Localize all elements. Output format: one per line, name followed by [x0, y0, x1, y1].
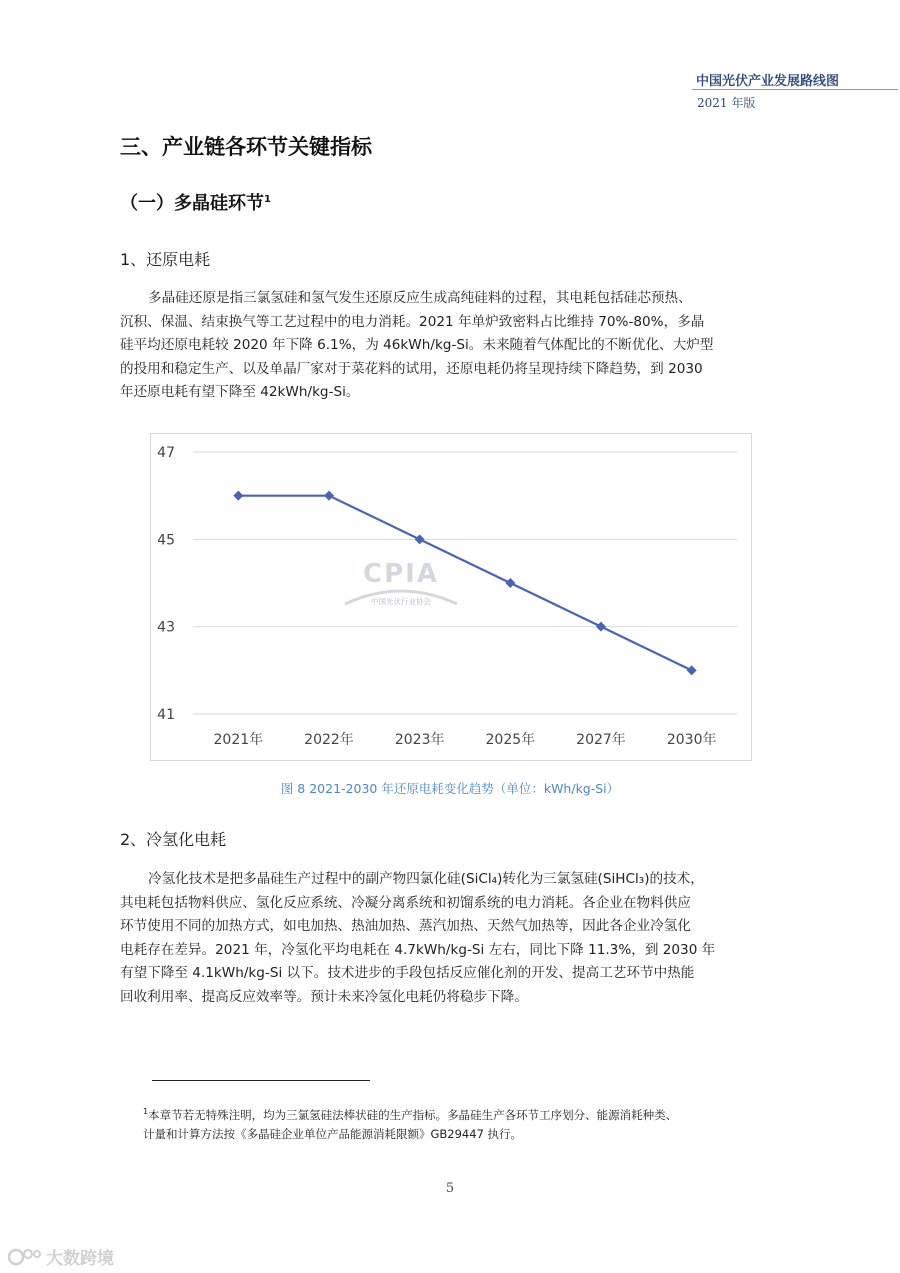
paragraph-line: [120, 868, 780, 892]
y-tick-label: 41: [157, 707, 175, 723]
header-divider: [692, 89, 898, 90]
paragraph-line: 电耗存在差异。2021 年，冷氢化平均电耗在 4.7kWh/kg-Si 左右，同比下降 11.3%，到 2030 年: [120, 941, 716, 958]
footnote-line-text: 本章节若无特殊注明，均为三氯氢硅法棒状硅的生产指标。多晶硅生产各环节工序划分、能源消耗种类、: [148, 1107, 678, 1122]
paragraph-line: 年还原电耗有望下降至 42kWh/kg-Si。: [120, 384, 360, 400]
paragraph-line: 硅平均还原电耗较 2020 年下降 6.1%，为 46kWh/kg-Si。未来随着气体配比的不断优化、大炉型: [120, 337, 714, 353]
data-point-marker: [505, 578, 515, 588]
y-tick-label: 47: [157, 445, 175, 461]
watermark-logo-text: CPIA: [363, 559, 439, 589]
paragraph-line: 回收利用率、提高反应效率等。预计未来冷氢化电耗仍将稳步下降。: [120, 988, 528, 1005]
subsection-title: [120, 189, 271, 215]
paragraph-line-text: 多晶硅还原是指三氯氢硅和氢气发生还原反应生成高纯硅料的过程，其电耗包括硅芯预热、: [148, 290, 692, 306]
watermark-logo-icon: [8, 1246, 42, 1268]
x-tick-label: 2021年: [213, 732, 264, 748]
data-point-marker: [596, 622, 606, 632]
paragraph-line: 有望下降至 4.1kWh/kg-Si 以下。技术进步的手段包括反应催化剂的开发、提高工艺环节中热能: [120, 965, 695, 981]
footnote: [143, 1102, 783, 1144]
document-edition: 2021 年版: [697, 96, 756, 110]
paragraph-line: 其电耗包括物料供应、氢化反应系统、冷凝分离系统和初馏系统的电力消耗。各企业在物料供应: [120, 894, 691, 911]
document-header-title: 中国光伏产业发展路线图: [696, 74, 840, 89]
page-number: 5: [445, 1181, 455, 1196]
footnote-reference[interactable]: 1: [264, 194, 271, 205]
footnote-mark: 1: [143, 1107, 149, 1116]
paragraph-line: 的投用和稳定生产、以及单晶厂家对于菜花料的试用，还原电耗仍将呈现持续下降趋势，到 2030: [120, 360, 703, 377]
x-tick-label: 2025年: [485, 732, 536, 748]
electricity-consumption-chart: [150, 433, 752, 761]
y-tick-label: 43: [157, 619, 175, 636]
y-tick-label: 45: [157, 532, 175, 549]
subsection-title-text: （一）多晶硅环节: [120, 193, 264, 214]
item2-heading: 2、冷氢化电耗: [120, 830, 227, 849]
data-point-marker: [415, 534, 425, 544]
paragraph-line: 环节使用不同的加热方式，如电加热、热油加热、蒸汽加热、天然气加热等，因此各企业冷氢化: [120, 918, 691, 934]
paragraph-line-text: 冷氢化技术是把多晶硅生产过程中的副产物四氯化硅(SiCl₄)转化为三氯氢硅(SiHCl₃)的技术，: [148, 871, 704, 887]
footnote-line: [143, 1102, 783, 1125]
paragraph-line: 沉积、保温、结束换气等工艺过程中的电力消耗。2021 年单炉致密料占比维持 70%-80%，多晶: [120, 313, 705, 330]
chart-canvas: [151, 434, 751, 760]
x-tick-label: 2022年: [304, 732, 354, 748]
series-line: [238, 496, 691, 671]
item1-heading: 1、还原电耗: [120, 250, 211, 269]
footnote-divider: [152, 1080, 370, 1081]
watermark-subtext: 中国光伏行业协会: [371, 597, 431, 606]
figure-caption: 图 8 2021-2030 年还原电耗变化趋势（单位：kWh/kg-Si）: [280, 781, 620, 796]
item2-paragraph: [120, 868, 780, 1009]
paragraph-line: [120, 287, 780, 311]
bottom-watermark: [8, 1244, 114, 1269]
data-point-marker: [324, 491, 334, 501]
data-point-marker: [233, 491, 243, 501]
x-tick-label: 2023年: [394, 732, 445, 748]
section-title: 三、产业链各环节关键指标: [120, 135, 372, 159]
data-point-marker: [687, 665, 697, 675]
x-tick-label: 2030年: [666, 732, 717, 748]
watermark-text: 大数跨境: [46, 1249, 114, 1269]
footnote-line: 计量和计算方法按《多晶硅企业单位产品能源消耗限额》GB29447 执行。: [143, 1126, 523, 1141]
x-tick-label: 2027年: [576, 732, 626, 748]
item1-paragraph: [120, 287, 780, 405]
